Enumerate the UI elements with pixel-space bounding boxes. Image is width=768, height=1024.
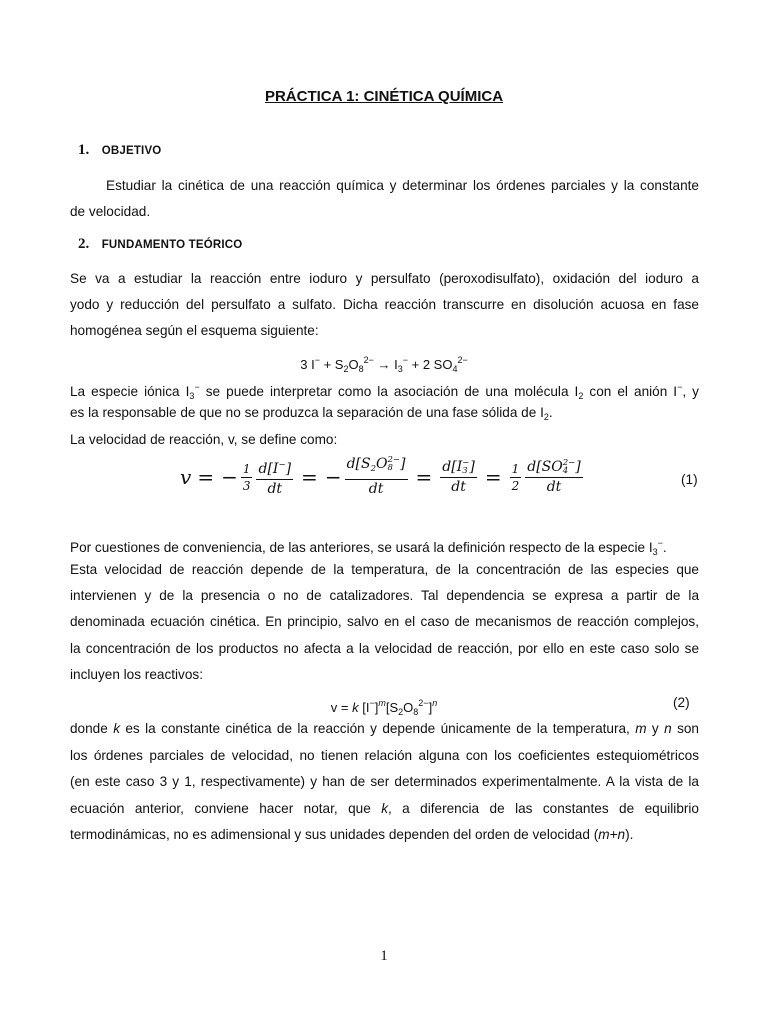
page-title: PRÁCTICA 1: CINÉTICA QUÍMICA <box>264 88 504 105</box>
equation-number: (2) <box>673 695 690 710</box>
paragraph-line: homogénea según el esquema siguiente: <box>70 323 319 338</box>
equation-number: (1) <box>681 472 698 487</box>
section-number: 1. <box>78 142 90 158</box>
paragraph-line: ecuación anterior, conviene hacer notar, que k, a diferencia de las constantes de equilibrio <box>70 801 699 816</box>
fraction: 𝑑[𝑆𝑂 2− 4 ] 𝑑𝑡 <box>527 457 581 495</box>
paragraph-line: (en este caso 3 y 1, respectivamente) y han de ser determinados experimentalmente. A la vista de la <box>70 774 699 789</box>
paragraph-line: La especie iónica $I_3^-$ se puede interpretar como la asociación de una molécula $I_2$ con el anión I−, y <box>70 382 699 401</box>
fraction: $\frac{𝑑[𝐼^-]}{\text{𝑑𝑡}}$ <box>256 457 293 498</box>
section-heading-fundamento <box>78 235 242 253</box>
paragraph-line: termodinámicas, no es adimensional y sus unidades dependen del orden de velocidad (m+n). <box>70 827 634 842</box>
fraction: $\frac{1}{3}$ <box>242 461 251 493</box>
paragraph-line: los órdenes parciales de velocidad, no tienen relación alguna con los coeficientes estequiométricos <box>70 748 699 763</box>
fraction: 𝑑[𝑆$_2$𝑂 2− 8 ] 𝑑𝑡 <box>346 455 406 497</box>
paragraph-line: incluyen los reactivos: <box>70 667 203 682</box>
paragraph-line: yodo y reducción del persulfato a sulfato. Dicha reacción transcurre en disolución acuosa en fase <box>70 297 699 312</box>
kinetic-equation: v = k $[I^-]^m[S_2O_8^{2-}]^n$ <box>330 698 438 717</box>
section-number: 2. <box>78 236 90 252</box>
paragraph-line: de velocidad. <box>70 204 151 219</box>
section-title: FUNDAMENTO TEÓRICO <box>101 239 243 251</box>
section-heading-objetivo <box>78 141 161 159</box>
paragraph-line: intervienen y de la presencia o no de catalizadores. Tal dependencia se expresa a partir de la <box>70 588 699 603</box>
paragraph-line: Por cuestiones de conveniencia, de las anteriores, se usará la definición respecto de la especie $I_3^-$. <box>70 538 667 557</box>
paragraph-line: donde k es la constante cinética de la reacción y depende únicamente de la temperatura, m y n son <box>70 721 699 736</box>
fraction: $\frac{1}{2}$ <box>511 461 520 493</box>
fraction: 𝑑[𝐼 − 3 ] 𝑑𝑡 <box>442 457 475 495</box>
paragraph-line: denominada ecuación cinética. En principio, salvo en el caso de mecanismos de reacción complejos, <box>70 614 699 629</box>
reaction-equation: 3 $I^- + S_2O_8^{2-} \to I_3^- + 2$ $SO_4^{2-}$ <box>300 355 468 374</box>
paragraph-line: La velocidad de reacción, v, se define como: <box>70 432 338 447</box>
rate-equation: 𝑣 = − $\frac{1}{3}$ $\frac{𝑑[𝐼^-]}{\text{𝑑𝑡}}$ = − 𝑑[𝑆$_2$𝑂 2− 8 ] 𝑑𝑡 = 𝑑[𝐼 − 3 ] 𝑑𝑡 = $\frac{1}{2}$ 𝑑[𝑆𝑂 2− 4 ] 𝑑𝑡 <box>180 455 581 497</box>
paragraph-line: es la responsable de que no se produzca la separación de una fase sólida de $I_2$. <box>70 405 553 422</box>
paragraph-line: Estudiar la cinética de una reacción química y determinar los órdenes parciales y la constante <box>106 178 699 193</box>
page-number: 1 <box>380 948 388 964</box>
paragraph-line: Esta velocidad de reacción depende de la temperatura, de la concentración de las especies que <box>70 562 699 577</box>
section-title: OBJETIVO <box>101 145 162 157</box>
paragraph-line: Se va a estudiar la reacción entre ioduro y persulfato (peroxodisulfato), oxidación del ioduro a <box>70 271 699 286</box>
paragraph-line: la concentración de los productos no afecta a la velocidad de reacción, por ello en este caso solo se <box>70 641 699 656</box>
